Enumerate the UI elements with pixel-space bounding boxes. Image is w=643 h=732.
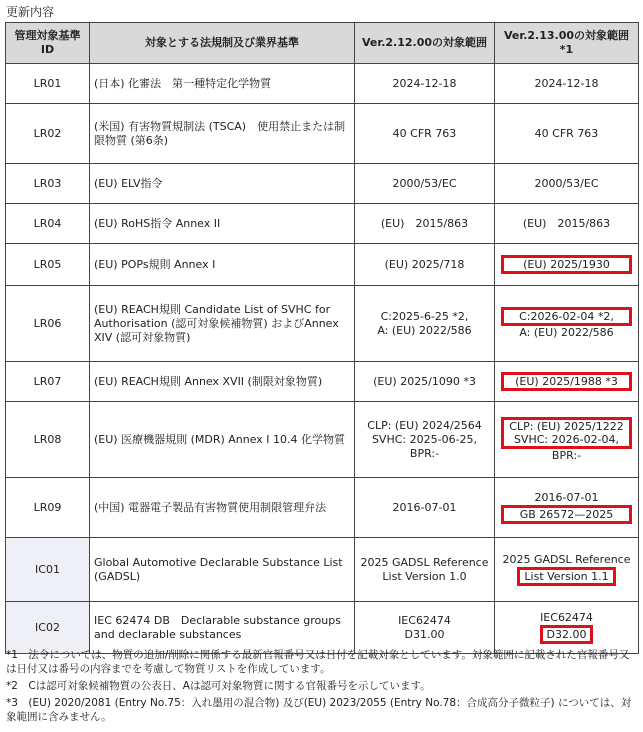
row-v12 (355, 602, 495, 654)
table-row (6, 602, 639, 654)
row-v13 (495, 244, 639, 286)
changed-value-highlight: List Version 1.1 (517, 567, 615, 586)
v12-line: (EU) 2025/718 (384, 257, 465, 271)
footnote-3: *3 (EU) 2020/2081 (Entry No.75：入れ墨用の混合物) 及び(EU) 2023/2055 (Entry No.78：合成高分子微粒子) については、対象範囲に含みません。 (6, 697, 632, 723)
row-v12 (355, 244, 495, 286)
row-v12 (355, 286, 495, 362)
row-v12 (355, 164, 495, 204)
v12-line: D31.00 (404, 627, 445, 641)
v12-line: 40 CFR 763 (392, 126, 457, 140)
row-id: LR05 (6, 244, 90, 286)
header-id (6, 23, 90, 64)
row-v13 (495, 478, 639, 538)
row-v13 (495, 602, 639, 654)
table-row (6, 204, 639, 244)
changed-value-highlight (501, 417, 632, 449)
row-v13 (495, 104, 639, 164)
row-v13 (495, 538, 639, 602)
changed-value-highlight: GB 26572—2025 (501, 505, 632, 524)
v12-line: List Version 1.0 (382, 569, 467, 583)
v12-line: BPR:- (409, 446, 440, 460)
table-row (6, 402, 639, 478)
v13-line: 2024-12-18 (534, 76, 599, 90)
row-id: LR06 (6, 286, 90, 362)
row-law: (EU) 医療機器規則 (MDR) Annex I 10.4 化学物質 (90, 402, 355, 478)
row-law: (日本) 化審法 第一種特定化学物質 (90, 64, 355, 104)
footnote-2: *2 Cは認可対象候補物質の公表日、Aは認可対象物質に関する官報番号を示しています。 (6, 680, 431, 692)
v13-line: (EU) 2015/863 (522, 216, 611, 230)
v13-line: 40 CFR 763 (534, 126, 599, 140)
row-v13 (495, 286, 639, 362)
changed-value-highlight: (EU) 2025/1988 *3 (501, 372, 632, 391)
row-id: IC01 (6, 538, 90, 602)
header-id-l2: ID (40, 43, 55, 56)
row-v12 (355, 64, 495, 104)
v13-line: 2000/53/EC (534, 176, 599, 190)
row-law: (EU) REACH規則 Candidate List of SVHC for Authorisation (認可対象候補物質) およびAnnex XIV (認可対象物質) (90, 286, 355, 362)
footnote-1: *1 法令については、物質の追加/削除に関係する最新官報番号又は日付を記載対象としています。対象範囲に記載された官報番号又は日付又は番号の内容までを考慮して物質リストを作成しています。 (6, 649, 630, 675)
v13-line: IEC62474 (540, 611, 593, 624)
v12-line: 2025 GADSL Reference (360, 555, 489, 569)
row-v12 (355, 104, 495, 164)
v12-line: SVHC: 2025-06-25, (371, 432, 478, 446)
row-v13 (495, 204, 639, 244)
v12-line: 2000/53/EC (392, 176, 457, 190)
header-v13 (495, 23, 639, 64)
v12-line: IEC62474 (398, 613, 451, 627)
header-v12: Ver.2.12.00の対象範囲 (355, 23, 495, 64)
v12-line: 2016-07-01 (392, 500, 457, 514)
v13-line: 2025 GADSL Reference (502, 553, 631, 566)
row-law: IEC 62474 DB Declarable substance groups and declarable substances (90, 602, 355, 654)
row-law: (EU) REACH規則 Annex XVII (制限対象物質) (90, 362, 355, 402)
row-id: LR07 (6, 362, 90, 402)
row-v12 (355, 478, 495, 538)
v13-line: A: (EU) 2022/586 (519, 326, 614, 339)
changed-value-highlight: (EU) 2025/1930 (501, 255, 632, 274)
table-row (6, 244, 639, 286)
table-row (6, 362, 639, 402)
row-v12 (355, 204, 495, 244)
v12-line: 2024-12-18 (392, 76, 457, 90)
row-v13 (495, 402, 639, 478)
v12-line: CLP: (EU) 2024/2564 (367, 418, 482, 432)
row-id: LR02 (6, 104, 90, 164)
v13-line: BPR:- (551, 448, 582, 462)
table-row (6, 104, 639, 164)
table-row (6, 286, 639, 362)
row-v13 (495, 362, 639, 402)
row-v12 (355, 538, 495, 602)
row-id: LR03 (6, 164, 90, 204)
row-v13 (495, 64, 639, 104)
row-id: LR09 (6, 478, 90, 538)
header-law: 対象とする法規制及び業界基準 (90, 23, 355, 64)
row-id: LR08 (6, 402, 90, 478)
v13-line: SVHC: 2026-02-04, (513, 432, 620, 446)
row-v12 (355, 362, 495, 402)
row-law: (EU) RoHS指令 Annex II (90, 204, 355, 244)
changed-value-highlight: C:2026-02-04 *2, (501, 307, 632, 326)
section-heading: 更新内容 (6, 5, 55, 19)
header-id-l1: 管理対象基準 (14, 29, 81, 42)
row-id: IC02 (6, 602, 90, 654)
footnotes (6, 648, 636, 727)
table-row (6, 478, 639, 538)
header-v13-l1: Ver.2.13.00の対象範囲 (503, 29, 630, 42)
header-row (6, 23, 639, 64)
row-id: LR01 (6, 64, 90, 104)
row-law: (中国) 電器電子製品有害物質使用制限管理弁法 (90, 478, 355, 538)
scope-table (5, 22, 639, 654)
row-law: Global Automotive Declarable Substance List (GADSL) (90, 538, 355, 602)
v12-line: (EU) 2015/863 (380, 216, 469, 230)
v13-line: 2016-07-01 (534, 491, 599, 504)
header-v13-l2: *1 (559, 43, 574, 56)
row-law: (EU) POPs規則 Annex I (90, 244, 355, 286)
table-row (6, 64, 639, 104)
changed-value-highlight: D32.00 (540, 625, 594, 644)
table-row (6, 538, 639, 602)
row-id: LR04 (6, 204, 90, 244)
row-law: (EU) ELV指令 (90, 164, 355, 204)
v12-line: A: (EU) 2022/586 (377, 323, 472, 337)
row-law: (米国) 有害物質規制法 (TSCA) 使用禁止または制限物質 (第6条) (90, 104, 355, 164)
v13-line: CLP: (EU) 2025/1222 (509, 419, 624, 433)
v12-line: (EU) 2025/1090 *3 (373, 374, 476, 388)
row-v12 (355, 402, 495, 478)
row-v13 (495, 164, 639, 204)
v12-line: C:2025-6-25 *2, (380, 309, 469, 323)
table-row (6, 164, 639, 204)
